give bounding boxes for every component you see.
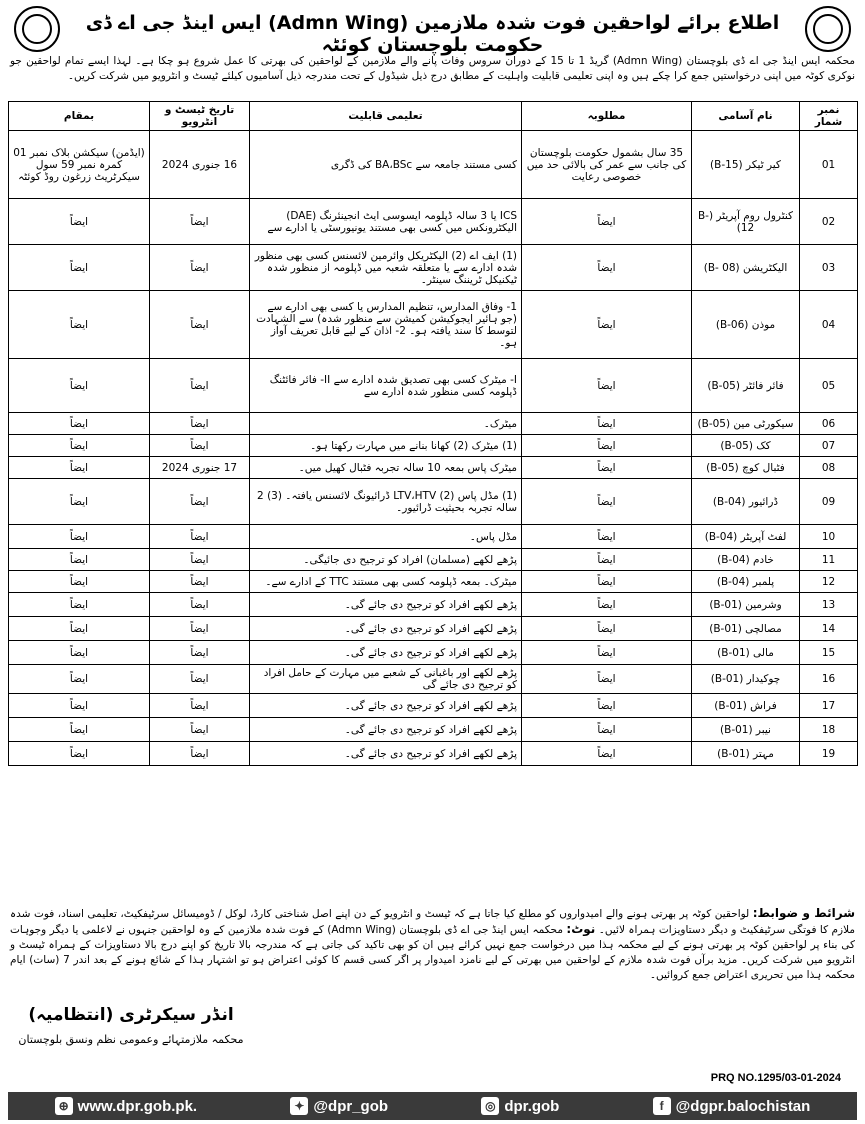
cell-venue: ایضاً <box>9 359 150 413</box>
cell-requirement: ایضاً <box>522 479 692 525</box>
cell-venue: ایضاً <box>9 641 150 665</box>
table-row <box>9 457 858 479</box>
cell-no: 18 <box>800 718 858 742</box>
cell-qualification: میٹرک۔ بمعہ ڈپلومہ کسی بھی مستند TTC کے ادارے سے۔ <box>250 571 522 593</box>
cell-requirement: ایضاً <box>522 571 692 593</box>
cell-requirement: ایضاً <box>522 593 692 617</box>
cell-post: موذن (B-06) <box>692 291 800 359</box>
cell-requirement: ایضاً <box>522 435 692 457</box>
table-row <box>9 245 858 291</box>
cell-post: خادم (B-04) <box>692 549 800 571</box>
header-post: نام آسامی <box>692 102 800 131</box>
table-row <box>9 617 858 641</box>
cell-date: ایضاً <box>150 199 250 245</box>
cell-no: 11 <box>800 549 858 571</box>
cell-no: 05 <box>800 359 858 413</box>
cell-date: ایضاً <box>150 413 250 435</box>
facebook-icon: f <box>653 1097 671 1115</box>
cell-qualification: کسی مستند جامعہ سے BA،BSc کی ڈگری <box>250 131 522 199</box>
cell-qualification: پڑھے لکھے افراد کو ترجیح دی جائے گی۔ <box>250 641 522 665</box>
cell-venue: ایضاً <box>9 413 150 435</box>
cell-requirement: ایضاً <box>522 291 692 359</box>
cell-date: ایضاً <box>150 641 250 665</box>
twitter-icon: ✦ <box>290 1097 308 1115</box>
cell-post: وشرمین (B-01) <box>692 593 800 617</box>
instagram-icon: ◎ <box>481 1097 499 1115</box>
cell-no: 16 <box>800 665 858 694</box>
cell-venue: ایضاً <box>9 571 150 593</box>
cell-no: 03 <box>800 245 858 291</box>
cell-venue: ایضاً <box>9 291 150 359</box>
cell-venue: (ایڈمن) سیکشن بلاک نمبر 01 کمرہ نمبر 59 سول سیکرٹریٹ زرغون روڈ کوئٹہ <box>9 131 150 199</box>
cell-qualification: پڑھے لکھے (مسلمان) افراد کو ترجیح دی جائیگی۔ <box>250 549 522 571</box>
terms-text: لواحقین کوٹہ پر بھرتی ہونے والے امیدواروں کو مطلع کیا جاتا ہے کہ ٹیسٹ و انٹرویو کے دن اپنے اصل شناختی کارڈ، لوکل / ڈومیسائل سرٹیفکیٹ، تعلیمی اسناد، فوت شدہ ملازم کا فوتگی سرٹیفکیٹ و دیگر دستاویزات ہمراہ لائیں۔ <box>10 908 855 936</box>
cell-qualification: (1) میٹرک (2) کھانا بنانے میں مہارت رکھتا ہو۔ <box>250 435 522 457</box>
cell-date: ایضاً <box>150 718 250 742</box>
balochistan-emblem-logo <box>805 6 851 52</box>
cell-post: سیکورٹی مین (B-05) <box>692 413 800 435</box>
cell-no: 15 <box>800 641 858 665</box>
table-row <box>9 435 858 457</box>
cell-requirement: ایضاً <box>522 245 692 291</box>
header-date: تاریخ ٹیسٹ و انٹرویو <box>150 102 250 131</box>
cell-date: ایضاً <box>150 593 250 617</box>
cell-date: ایضاً <box>150 617 250 641</box>
table-row <box>9 549 858 571</box>
cell-post: مہتر (B-01) <box>692 742 800 766</box>
cell-requirement: ایضاً <box>522 718 692 742</box>
footer-website[interactable]: ⊕ www.dpr.gob.pk. <box>55 1097 197 1115</box>
cell-date: ایضاً <box>150 359 250 413</box>
cell-date: ایضاً <box>150 665 250 694</box>
table-row <box>9 359 858 413</box>
cell-qualification: پڑھے لکھے اور باغبانی کے شعبے میں مہارت کے حامل افراد کو ترجیح دی جائے گی <box>250 665 522 694</box>
cell-no: 12 <box>800 571 858 593</box>
cell-post: چوکیدار (B-01) <box>692 665 800 694</box>
cell-post: کیر ٹیکر (B-15) <box>692 131 800 199</box>
cell-qualification: پڑھے لکھے افراد کو ترجیح دی جائے گی۔ <box>250 694 522 718</box>
cell-no: 04 <box>800 291 858 359</box>
cell-venue: ایضاً <box>9 525 150 549</box>
cell-qualification: I- میٹرک کسی بھی تصدیق شدہ ادارے سے II- فائر فائٹنگ ڈپلومہ کسی منظور شدہ ادارے سے <box>250 359 522 413</box>
cell-qualification: پڑھے لکھے افراد کو ترجیح دی جائے گی۔ <box>250 593 522 617</box>
cell-venue: ایضاً <box>9 435 150 457</box>
cell-date: ایضاً <box>150 245 250 291</box>
footer-twitter[interactable]: ✦ @dpr_gob <box>290 1097 388 1115</box>
cell-qualification: ICS یا 3 سالہ ڈپلومہ ایسوسی ایٹ انجینئرنگ (DAE) الیکٹرونکس میں کسی بھی مستند یونیورسٹی یا ادارے سے <box>250 199 522 245</box>
cell-date: ایضاً <box>150 549 250 571</box>
cell-post: فراش (B-01) <box>692 694 800 718</box>
table-row <box>9 694 858 718</box>
cell-post: کنٹرول روم آپریٹر (B-12) <box>692 199 800 245</box>
cell-requirement: ایضاً <box>522 359 692 413</box>
table-row <box>9 525 858 549</box>
cell-qualification: (1) ایف اے (2) الیکٹریکل وائرمین لائسنس کسی بھی منظور شدہ ادارے سے یا متعلقہ شعبہ میں ڈپلومہ از منظور شدہ ٹیکنیکل ٹریننگ سینٹر۔ <box>250 245 522 291</box>
cell-no: 13 <box>800 593 858 617</box>
cell-venue: ایضاً <box>9 694 150 718</box>
cell-venue: ایضاً <box>9 665 150 694</box>
signatory-department: محکمہ ملازمتہائے وعمومی نظم ونسق بلوچستان <box>18 1033 244 1046</box>
cell-no: 01 <box>800 131 858 199</box>
cell-no: 02 <box>800 199 858 245</box>
cell-date: ایضاً <box>150 525 250 549</box>
cell-no: 17 <box>800 694 858 718</box>
footer-bar <box>8 1092 857 1120</box>
table-row <box>9 641 858 665</box>
cell-date: 16 جنوری 2024 <box>150 131 250 199</box>
cell-qualification: مڈل پاس۔ <box>250 525 522 549</box>
table-row <box>9 571 858 593</box>
cell-venue: ایضاً <box>9 549 150 571</box>
cell-qualification: (1) مڈل پاس (2) LTV،HTV ڈرائیونگ لائسنس یافتہ۔ (3) 2 سالہ تجربہ بحیثیت ڈرائیور۔ <box>250 479 522 525</box>
table-row <box>9 665 858 694</box>
cell-date: 17 جنوری 2024 <box>150 457 250 479</box>
table-row <box>9 199 858 245</box>
table-row <box>9 291 858 359</box>
cell-venue: ایضاً <box>9 199 150 245</box>
cell-requirement: ایضاً <box>522 641 692 665</box>
page-title: اطلاع برائے لواحقین فوت شدہ ملازمین (Admn Wing) ایس اینڈ جی اے ڈی حکومت بلوچستان کوئٹہ <box>85 12 780 56</box>
cell-requirement: ایضاً <box>522 617 692 641</box>
cell-no: 08 <box>800 457 858 479</box>
header-qualification: تعلیمی قابلیت <box>250 102 522 131</box>
cell-post: مالی (B-01) <box>692 641 800 665</box>
cell-post: مصالچی (B-01) <box>692 617 800 641</box>
cell-qualification: میٹرک۔ <box>250 413 522 435</box>
signatory-title: انڈر سیکرٹری (انتظامیہ) <box>28 1005 234 1025</box>
cell-venue: ایضاً <box>9 245 150 291</box>
cell-date: ایضاً <box>150 571 250 593</box>
cell-requirement: ایضاً <box>522 457 692 479</box>
cell-date: ایضاً <box>150 694 250 718</box>
table-row <box>9 718 858 742</box>
table-row <box>9 131 858 199</box>
cell-post: فائر فائٹر (B-05) <box>692 359 800 413</box>
cell-venue: ایضاً <box>9 479 150 525</box>
cell-qualification: میٹرک پاس بمعہ 10 سالہ تجربہ فٹبال کھیل میں۔ <box>250 457 522 479</box>
cell-qualification: پڑھے لکھے افراد کو ترجیح دی جائے گی۔ <box>250 742 522 766</box>
header-requirement: مطلوبہ <box>522 102 692 131</box>
terms-heading: شرائط و ضوابط: <box>752 906 855 920</box>
cell-post: نیبر (B-01) <box>692 718 800 742</box>
cell-date: ایضاً <box>150 435 250 457</box>
cell-post: فٹبال کوچ (B-05) <box>692 457 800 479</box>
cell-requirement: ایضاً <box>522 549 692 571</box>
cell-requirement: ایضاً <box>522 199 692 245</box>
header <box>8 6 857 56</box>
table-row <box>9 593 858 617</box>
cell-no: 06 <box>800 413 858 435</box>
cell-date: ایضاً <box>150 742 250 766</box>
cell-venue: ایضاً <box>9 593 150 617</box>
cell-requirement: ایضاً <box>522 525 692 549</box>
cell-post: ڈرائیور (B-04) <box>692 479 800 525</box>
cell-no: 10 <box>800 525 858 549</box>
table-row <box>9 742 858 766</box>
cell-qualification: پڑھے لکھے افراد کو ترجیح دی جائے گی۔ <box>250 718 522 742</box>
cell-post: الیکٹریشن (B- 08) <box>692 245 800 291</box>
intro-paragraph: محکمہ ایس اینڈ جی اے ڈی بلوچستان (Admn Wing) گریڈ 1 تا 15 کے دوران سروس وفات پانے والے ملازمین کے لواحقین کی بھرتی کا عمل شروع ہو چکا ہے۔ لہذا ایسے تمام لواحقین جو نوکری کوٹہ میں اپنی درخواستیں جمع کرا چکے ہیں وہ اپنی تعلیمی قابلیت واہلیت کے مطابق درج ذیل شیڈول کے تحت مندرجہ ذیل آسامیوں کیلئے ٹیسٹ و انٹرویو میں شرکت کریں۔ <box>10 55 855 82</box>
terms-section <box>10 906 855 983</box>
cell-no: 07 <box>800 435 858 457</box>
table-row <box>9 479 858 525</box>
cell-venue: ایضاً <box>9 457 150 479</box>
note-text: محکمہ ایس اینڈ جی اے ڈی بلوچستان (Admn Wing) کے فوت شدہ ملازمین کے وہ لواحقین جنہوں نے لاعلمی یا دیگر وجوہات کی بناء پر لواحقین کوٹہ پر بھرتی ہونے کے لیے محکمہ ہذا میں درخواست جمع نہیں کرائے ہیں ان کو بھی تاکید کی جاتی ہے کہ مندرجہ بالا تاریخ کو اپنے درج بالا دستاویزات کے ہمراہ ٹیسٹ و انٹرویو میں شرکت کریں۔ مزید برآں فوت شدہ ملازم کے لواحقین میں بھرتی کے لیے نامزد امیدوار پر اگر کسی قسم کا کوئی اعتراض ہو تو اشتہار ہذا کے شائع ہونے کے بعد اندر 7 (سات) ایام محکمہ ہذا میں تحریری اعتراض جمع کروائیں۔ <box>10 924 855 981</box>
cell-venue: ایضاً <box>9 742 150 766</box>
cell-post: کک (B-05) <box>692 435 800 457</box>
cell-date: ایضاً <box>150 291 250 359</box>
cell-requirement: ایضاً <box>522 665 692 694</box>
footer-facebook[interactable]: f @dgpr.balochistan <box>653 1097 811 1115</box>
cell-date: ایضاً <box>150 479 250 525</box>
cell-requirement: ایضاً <box>522 413 692 435</box>
cell-requirement: ایضاً <box>522 694 692 718</box>
cell-no: 09 <box>800 479 858 525</box>
table-header-row <box>9 102 858 131</box>
cell-no: 14 <box>800 617 858 641</box>
globe-icon: ⊕ <box>55 1097 73 1115</box>
jobs-table <box>8 101 858 766</box>
table-row <box>9 413 858 435</box>
government-seal-logo <box>14 6 60 52</box>
cell-no: 19 <box>800 742 858 766</box>
footer-instagram[interactable]: ◎ dpr.gob <box>481 1097 559 1115</box>
cell-requirement: ایضاً <box>522 742 692 766</box>
cell-qualification: 1- وفاق المدارس، تنظیم المدارس یا کسی بھی ادارے سے (جو ہائیر ایجوکیشن کمیشن سے منظور شدہ) سے الشہادت لتوسط کا سند یافتہ ہو۔ 2- اذان کے لیے قابل تعریف آواز ہو۔ <box>250 291 522 359</box>
cell-qualification: پڑھے لکھے افراد کو ترجیح دی جائے گی۔ <box>250 617 522 641</box>
cell-post: پلمبر (B-04) <box>692 571 800 593</box>
prq-number: PRQ NO.1295/03-01-2024 <box>710 1072 841 1084</box>
cell-venue: ایضاً <box>9 718 150 742</box>
note-label: نوٹ: <box>566 922 596 936</box>
signature-block <box>16 1004 246 1046</box>
header-venue: بمقام <box>9 102 150 131</box>
cell-venue: ایضاً <box>9 617 150 641</box>
cell-post: لفٹ آپریٹر (B-04) <box>692 525 800 549</box>
header-no: نمبر شمار <box>800 102 858 131</box>
cell-requirement: 35 سال بشمول حکومت بلوچستان کی جانب سے عمر کی بالائی حد میں خصوصی رعایت <box>522 131 692 199</box>
